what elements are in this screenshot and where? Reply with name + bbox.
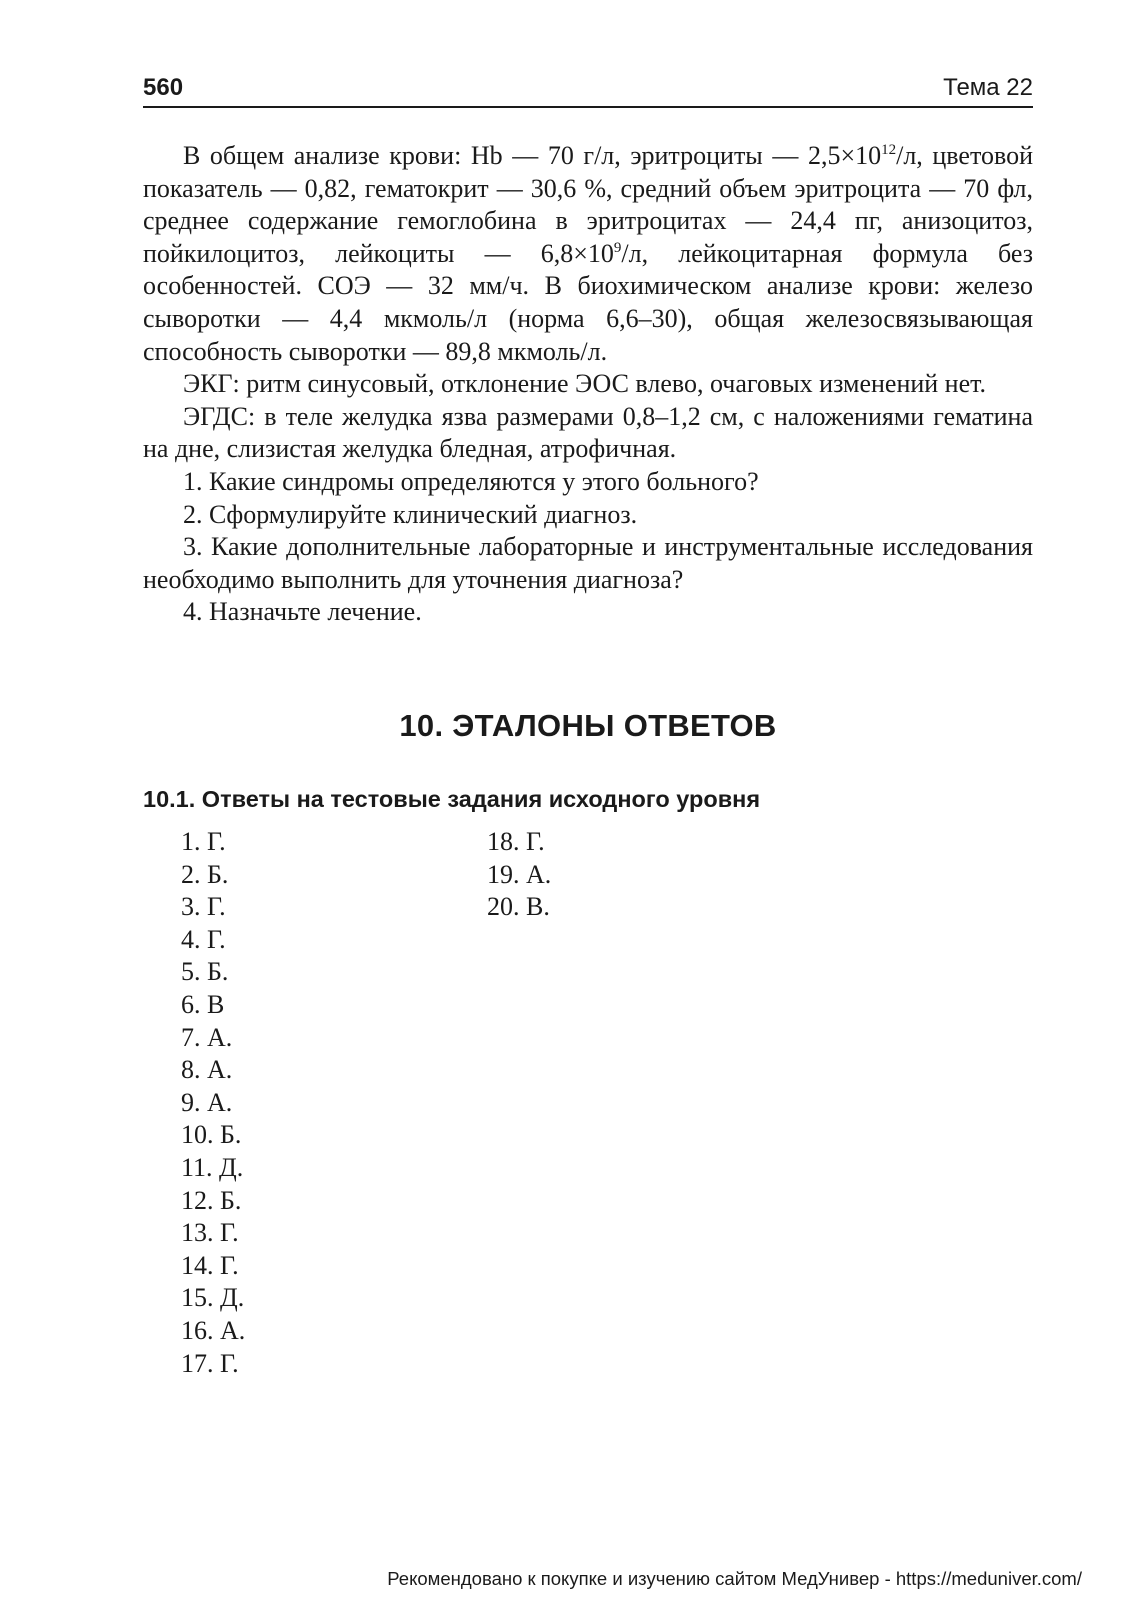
answer-item: 20. В. (487, 892, 550, 922)
answer-item: 10. Б. (181, 1120, 242, 1150)
answers-column-2 (487, 826, 551, 924)
running-head (143, 72, 1033, 108)
answer-item: 7. А. (181, 1022, 233, 1052)
answer-item: 3. Г. (181, 892, 226, 922)
question-2: 2. Сформулируйте клинический диагноз. (183, 499, 638, 529)
page-number: 560 (143, 74, 184, 101)
answer-item: 17. Г. (181, 1348, 239, 1378)
footer-note: Рекомендовано к покупке и изучению сайтом МедУнивер - https://meduniver.com/ (387, 1568, 1082, 1589)
answer-item: 2. Б. (181, 859, 229, 889)
egds-paragraph: ЭГДС: в теле желудка язва размерами 0,8–1,2 см, с наложениями гематина на дне, слизистая желудка бледная, атрофичная. (143, 401, 1033, 464)
exponent-9: 9 (613, 239, 622, 256)
question-1: 1. Какие синдромы определяются у этого больного? (183, 466, 759, 496)
answer-item: 8. А. (181, 1055, 233, 1085)
answer-item: 11. Д. (181, 1152, 244, 1182)
blood-test-text-1: В общем анализе крови: Hb — 70 г/л, эритроциты — 2,5×10 (183, 141, 882, 170)
answer-item: 18. Г. (487, 827, 545, 856)
exponent-12: 12 (881, 142, 897, 158)
answer-item: 6. В (181, 989, 225, 1019)
subsection-title: 10.1. Ответы на тестовые задания исходного уровня (143, 786, 761, 812)
answer-item: 5. Б. (181, 957, 229, 987)
answer-item: 15. Д. (181, 1283, 245, 1313)
case-description (143, 140, 1033, 629)
answer-item: 16. А. (181, 1315, 246, 1345)
answer-item: 13. Г. (181, 1218, 239, 1248)
question-3: 3. Какие дополнительные лабораторные и инструментальные исследования необходимо выполнить для уточнения диагноза? (143, 532, 1033, 594)
answer-item: 4. Г. (181, 924, 226, 954)
section-title: 10. ЭТАЛОНЫ ОТВЕТОВ (399, 708, 777, 743)
answers-column-1 (181, 826, 245, 1380)
answer-item: 1. Г. (181, 827, 226, 856)
question-4: 4. Назначьте лечение. (183, 597, 422, 627)
answer-item: 9. А. (181, 1087, 233, 1117)
answer-item: 19. А. (487, 859, 552, 889)
topic-label: Тема 22 (943, 74, 1033, 101)
blood-test-paragraph (143, 140, 1033, 368)
ecg-paragraph: ЭКГ: ритм синусовый, отклонение ЭОС влево, очаговых изменений нет. (183, 369, 987, 399)
answer-item: 14. Г. (181, 1250, 239, 1280)
blood-test-text-3: /л, лейкоцитарная формула без особенностей. СОЭ — 32 мм/ч. В биохимическом анализе крови: железо сыворотки — 4,4 мкмоль/л (норма 6,6–30), общая железосвязывающая способность сыворотки — 89,8 мкмоль/л. (143, 238, 1033, 366)
blood-test-text-2: /л, цветовой показатель — 0,82, гематокрит — 30,6 %, средний объем эритроцита — 70 фл, среднее содержание гемоглобина в эритроцитах — 24,4 пг, анизоцитоз, пойкилоцитоз, лейкоциты — 6,8×10 (143, 141, 1034, 268)
answer-item: 12. Б. (181, 1185, 242, 1215)
